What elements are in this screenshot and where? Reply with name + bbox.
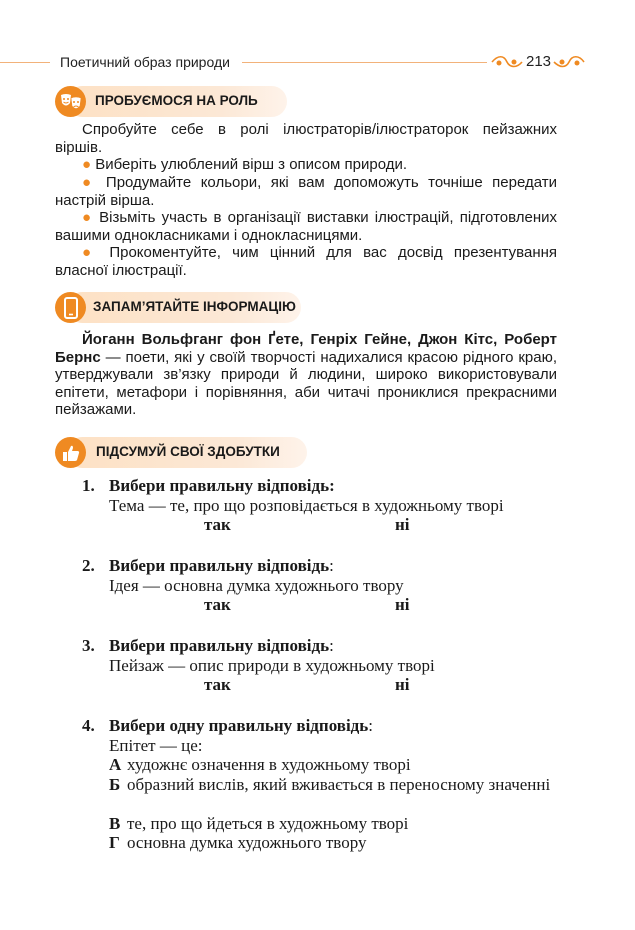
question-2 — [82, 556, 557, 615]
section-title-role: ПРОБУЄМОСЯ НА РОЛЬ — [95, 93, 258, 108]
answer-no[interactable]: ні — [395, 675, 410, 694]
bullet-icon: ● — [82, 244, 99, 261]
question-number: 2. — [82, 556, 95, 575]
chapter-title: Поетичний образ природи — [60, 54, 230, 70]
running-header — [0, 52, 635, 74]
answer-yes[interactable]: так — [204, 515, 231, 534]
question-statement: Епітет — це: — [109, 735, 203, 755]
question-prompt: Вибери одну правильну відповідь: — [109, 716, 374, 735]
question-1 — [82, 476, 557, 535]
section-title-remember: ЗАПАМ’ЯТАЙТЕ ІНФОРМАЦІЮ — [93, 299, 296, 314]
question-number: 4. — [82, 716, 95, 735]
option-text: образний вислів, який вживається в переносному значенні — [127, 774, 551, 794]
smartphone-icon — [55, 292, 86, 323]
question-3 — [82, 636, 557, 695]
question-statement: Ідея — основна думка художнього твору — [109, 575, 404, 595]
bullet-icon: ● — [82, 174, 97, 191]
role-intro: Спробуйте себе в ролі ілюстраторів/ілюстраторок пейзажних віршів. — [55, 121, 557, 156]
bullet-icon: ● — [82, 209, 94, 226]
question-number: 1. — [82, 476, 95, 495]
question-prompt: Вибери правильну відповідь: — [109, 556, 334, 575]
section-title-summary: ПІДСУМУЙ СВОЇ ЗДОБУТКИ — [96, 444, 280, 459]
ornament-left-icon — [490, 52, 524, 72]
option-a[interactable] — [82, 755, 557, 775]
role-bullet: ● Візьміть участь в організації виставки ілюстрацій, підготовлених вашими однокласниками і однокласницями. — [55, 209, 557, 244]
option-v[interactable] — [82, 814, 557, 834]
header-rule-left — [0, 62, 50, 63]
answer-no[interactable]: ні — [395, 595, 410, 614]
role-bullet: ● Продумайте кольори, які вам допоможуть точніше передати настрій вірша. — [55, 174, 558, 209]
option-letter: А — [109, 755, 122, 774]
role-bullet: ● Прокоментуйте, чим цінний для вас досвід презентування власної ілюстрації. — [55, 244, 558, 279]
answer-yes[interactable]: так — [204, 675, 231, 694]
question-number: 3. — [82, 636, 95, 655]
question-4 — [82, 716, 557, 853]
option-text: те, про що йдеться в художньому творі — [127, 813, 409, 833]
question-statement: Пейзаж — опис природи в художньому творі — [109, 655, 435, 675]
option-b[interactable] — [82, 775, 557, 814]
answer-no[interactable]: ні — [395, 515, 410, 534]
ornament-right-icon — [552, 52, 586, 72]
role-bullet: ● Виберіть улюблений вірш з описом природи. — [82, 156, 408, 173]
option-text: основна думка художнього твору — [127, 833, 367, 852]
thumbs-up-icon — [55, 437, 86, 468]
header-rule-middle — [242, 62, 487, 63]
option-text: художнє означення в художньому творі — [127, 755, 411, 774]
option-g[interactable] — [82, 833, 557, 853]
theater-masks-icon — [55, 86, 86, 117]
poet-names: Йоганн Вольфганг фон Ґете, Генріх Гейне, Джон Кітс, Роберт Бернс — [55, 331, 557, 366]
page-number: 213 — [526, 53, 552, 70]
remember-info: Йоганн Вольфганг фон Ґете, Генріх Гейне, Джон Кітс, Роберт Бернс — поети, які у своїй творчості надихалися красою рідного краю, утверджували зв’язку природи й людини, широко використовували епітети, метафори і порівняння, аби читачі прониклися прекрасними пейзажами. — [55, 331, 557, 418]
bullet-icon: ● — [82, 156, 92, 173]
option-letter: В — [109, 813, 121, 833]
answer-yes[interactable]: так — [204, 595, 231, 614]
question-prompt: Вибери правильну відповідь: — [109, 476, 335, 495]
question-prompt: Вибери правильну відповідь: — [109, 636, 334, 655]
option-letter: Б — [109, 774, 121, 794]
question-statement: Тема — те, про що розповідається в художньому творі — [109, 495, 504, 515]
option-letter: Г — [109, 833, 120, 852]
